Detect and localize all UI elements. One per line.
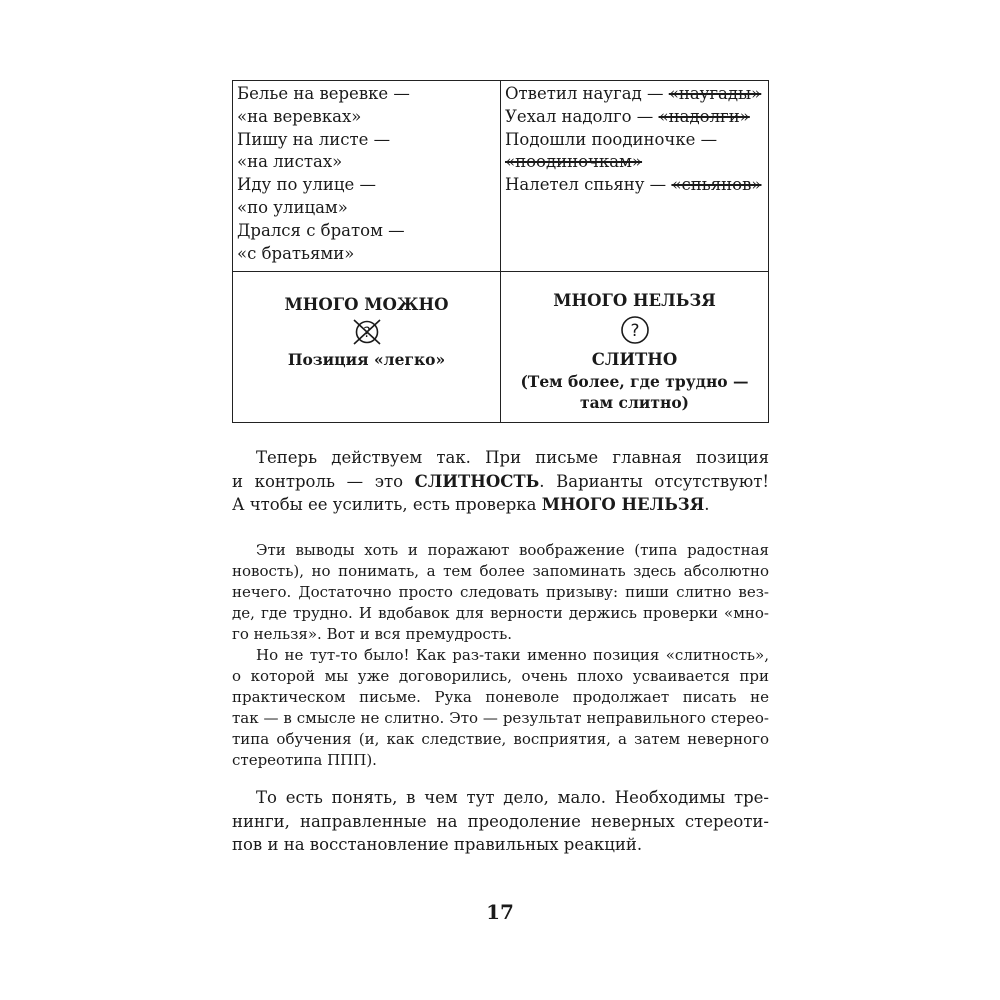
table-line: «с братьями» (237, 243, 355, 263)
rules-table (232, 80, 769, 423)
line-text: . Варианты отсутствуют! (539, 471, 769, 491)
table-line (505, 83, 764, 106)
paragraph-line: нечего. Достаточно просто следовать призыву: пиши слитно вез- (232, 583, 769, 601)
heading-many-forbidden: МНОГО НЕЛЬЗЯ (553, 291, 716, 310)
cell-bottom-left (233, 272, 501, 423)
table-line: Белье на веревке — (237, 84, 410, 103)
crossed-circle-question-icon (350, 317, 384, 347)
cell-top-left (233, 81, 501, 272)
struck-word: «поодиночкам» (505, 152, 643, 172)
heading-together: СЛИТНО (591, 350, 678, 369)
svg-text:?: ? (629, 321, 640, 341)
paragraph-line: Теперь действуем так. При письме главная позиция (256, 448, 769, 467)
paragraph-line: То есть понять, в чем тут дело, мало. Необходимы тре- (256, 788, 769, 807)
paragraph-line: пов и на восстановление правильных реакций. (232, 835, 643, 854)
line-text: и контроль — это (232, 471, 415, 491)
line-text: Подошли поодиночке — (505, 129, 718, 149)
heading-many-allowed: МНОГО МОЖНО (284, 295, 449, 314)
table-line (505, 106, 764, 129)
table-line: Пишу на листе — (237, 129, 391, 149)
bold-term-many-forbidden: МНОГО НЕЛЬЗЯ (541, 495, 705, 514)
line-text: Ответил наугад — (505, 84, 669, 103)
paragraph-line: Эти выводы хоть и поражают воображение (типа радостная (256, 541, 769, 559)
struck-word: «надолги» (658, 106, 750, 126)
paragraph-line: Но не тут-то было! Как раз-таки именно позиция «слитность», (256, 646, 769, 664)
line-text: Налетел спьяну — (505, 175, 672, 195)
cell-bottom-right (501, 272, 769, 423)
line-text: А чтобы ее усилить, есть проверка (232, 495, 542, 514)
paragraph-line: практическом письме. Рука поневоле продолжает писать не (232, 688, 769, 706)
paragraph-line: типа обучения (и, как следствие, восприятия, а затем неверного (232, 730, 769, 748)
paragraph-line: так — в смысле не слитно. Это — результат неправильного стерео- (232, 709, 769, 727)
note-line: (Тем более, где трудно — (520, 372, 749, 391)
note-line: там слитно) (580, 393, 689, 412)
paragraph-line: де, где трудно. И вдобавок для верности держись проверки «мно- (232, 604, 769, 622)
paragraph-line (232, 493, 769, 517)
paragraph-line: новость), но понимать, а тем более запоминать здесь абсолютно (232, 562, 769, 580)
paragraph-line: нинги, направленные на преодоление неверных стереоти- (232, 811, 769, 831)
paragraph-1 (232, 446, 769, 517)
paragraph-line: о которой мы уже договорились, очень плохо усваивается при (232, 667, 769, 685)
paragraph-4 (232, 786, 769, 857)
paragraph-3 (232, 645, 769, 771)
position-easy: Позиция «легко» (287, 350, 446, 369)
table-line: «на листах» (237, 152, 343, 172)
table-line (505, 129, 764, 152)
line-text: . (704, 495, 710, 514)
table-line: Дрался с братом — (237, 220, 405, 240)
circle-question-icon (618, 313, 652, 347)
page-number: 17 (486, 900, 514, 924)
table-line (505, 174, 764, 197)
struck-word: «спьянов» (671, 175, 762, 195)
struck-word: «наугады» (668, 84, 762, 103)
svg-text:?: ? (362, 325, 371, 341)
line-text: Уехал надолго — (505, 106, 659, 126)
paragraph-2 (232, 540, 769, 645)
table-line: «по улицам» (237, 197, 348, 217)
paragraph-line: стереотипа ППП). (232, 751, 377, 769)
table-line: «на веревках» (237, 106, 362, 126)
bold-term-together: СЛИТНОСТЬ (414, 471, 540, 491)
paragraph-line: го нельзя». Вот и вся премудрость. (232, 625, 513, 643)
cell-top-right (501, 81, 769, 272)
table-line: Иду по улице — (237, 175, 376, 195)
paragraph-line (232, 470, 769, 494)
table-line (505, 151, 764, 174)
